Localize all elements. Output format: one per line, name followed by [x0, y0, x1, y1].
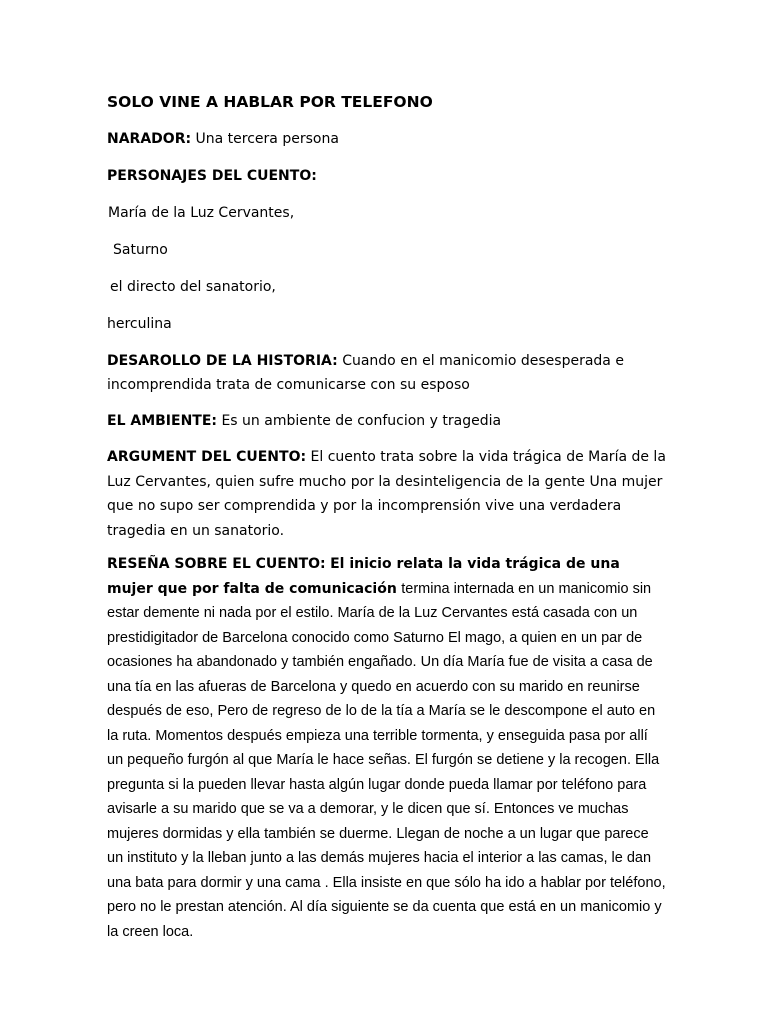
personaje-item-4: herculina	[107, 316, 172, 332]
personaje-item-2: Saturno	[113, 242, 168, 258]
argumento-paragraph	[107, 445, 667, 543]
desarollo-paragraph	[107, 349, 667, 397]
argumento-label: ARGUMENT DEL CUENTO:	[107, 449, 307, 465]
desarollo-label: DESAROLLO DE LA HISTORIA:	[107, 353, 338, 369]
desarollo-text: Cuando en el manicomio desesperada e incomprendida trata de comunicarse con su esposo	[107, 353, 624, 393]
resena-intro: El inicio relata la vida trágica de una mujer que por falta de comunicación	[107, 556, 620, 597]
document-body	[107, 91, 667, 944]
argumento-text: El cuento trata sobre la vida trágica de María de la Luz Cervantes, quien sufre mucho por la desinteligencia de la gente Una mujer que no supo ser comprendida y por la incomprensión vive una verdadera tragedia en un sanatorio.	[107, 449, 666, 539]
personajes-heading: PERSONAJES DEL CUENTO:	[107, 168, 317, 184]
resena-paragraph	[107, 552, 667, 944]
ambiente-paragraph	[107, 409, 667, 433]
resena-text: termina internada en un manicomio sin estar demente ni nada por el estilo. María de la Luz Cervantes está casada con un prestidigitador de Barcelona conocido como Saturno El mago, a quien en un par de ocasiones ha abandonado y también engañado. Un día María fue de visita a casa de una tía en las afueras de Barcelona y quedo en acuerdo con su marido en reunirse después de eso, Pero de regreso de lo de la tía a María se le descompone el auto en la ruta. Momentos después empieza una terrible tormenta, y enseguida pasa por allí un pequeño furgón al que María le hace señas. El furgón se detiene y la recogen. Ella pregunta si la pueden llevar hasta algún lugar donde pueda llamar por teléfono para avisarle a su marido que se va a demorar, y le dicen que sí. Entonces ve muchas mujeres dormidas y ella también se duerme. Llegan de noche a un lugar que parece un instituto y la lleban junto a las demás mujeres hacia el interior a las camas, le dan una bata para dormir y una cama . Ella insiste en que sólo ha ido a hablar por teléfono, pero no le prestan atención. Al día siguiente se da cuenta que está en un manicomio y la creen loca.	[107, 580, 666, 940]
document-title: SOLO VINE A HABLAR POR TELEFONO	[107, 93, 433, 111]
narrador-text: Una tercera persona	[195, 131, 339, 147]
personaje-item-1: María de la Luz Cervantes,	[108, 205, 295, 221]
narrador-label: NARADOR:	[107, 131, 192, 147]
ambiente-label: EL AMBIENTE:	[107, 413, 217, 429]
ambiente-text: Es un ambiente de confucion y tragedia	[221, 413, 502, 429]
narrador-paragraph	[107, 127, 667, 151]
personaje-item-3: el directo del sanatorio,	[110, 279, 276, 295]
resena-label: RESEÑA SOBRE EL CUENTO:	[107, 556, 326, 572]
